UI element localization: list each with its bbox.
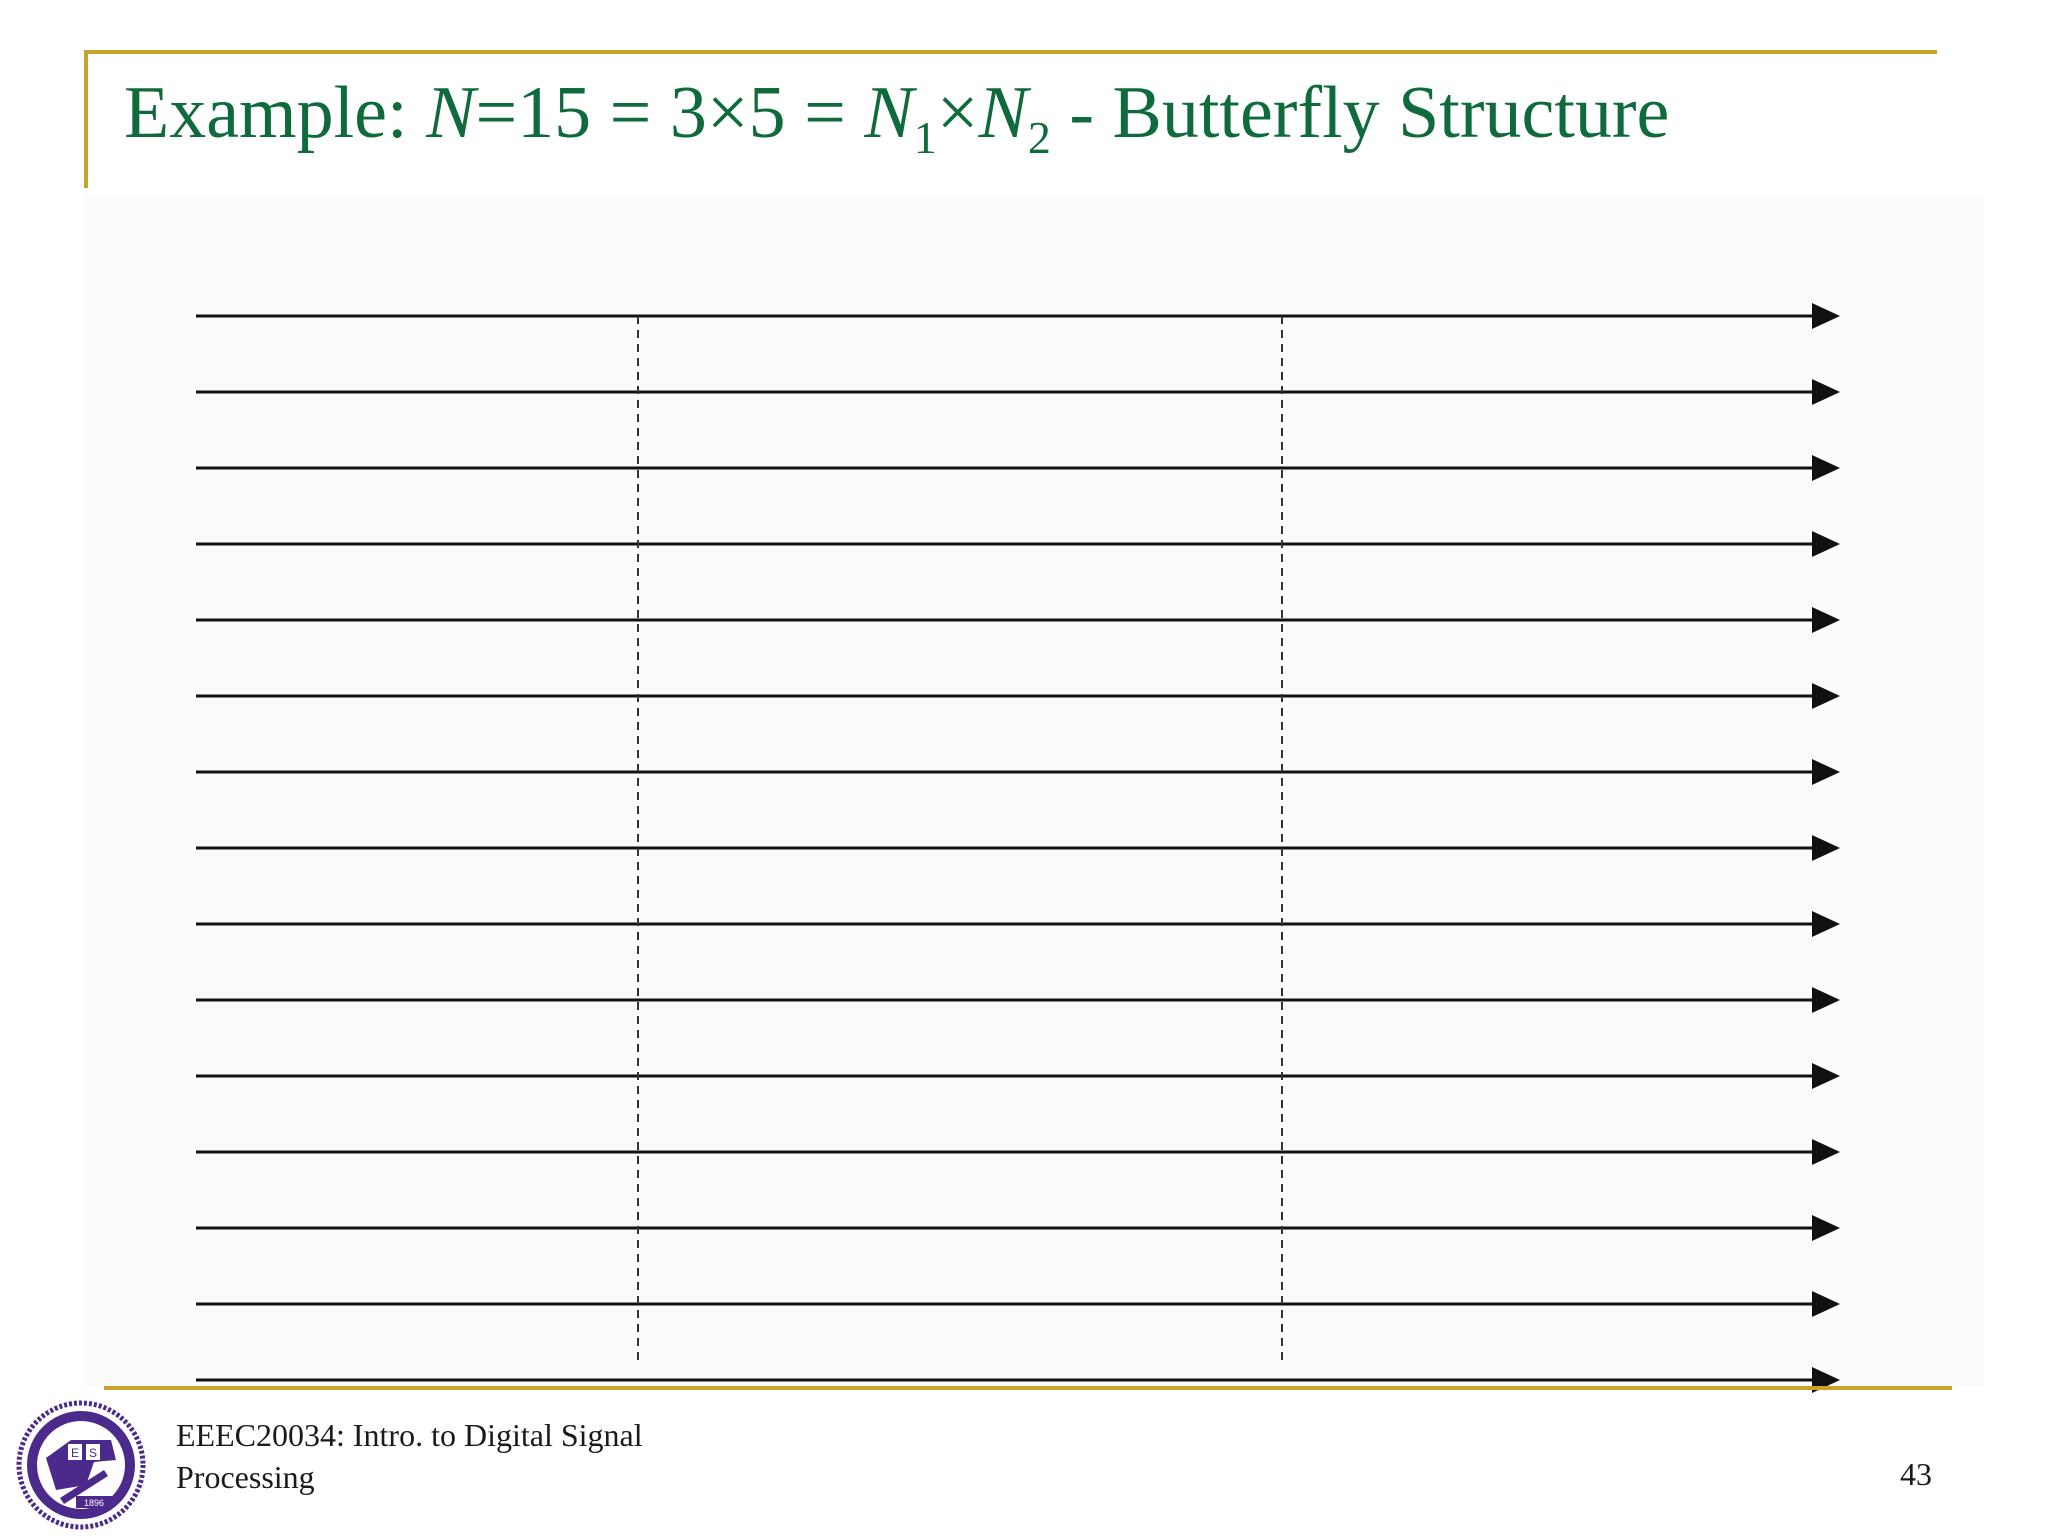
arrowhead-icon [1812,1215,1840,1241]
footer-course [176,1414,643,1498]
arrowhead-icon [1812,911,1840,937]
arrowhead-icon [1812,683,1840,709]
footer-rule [104,1386,1952,1390]
arrowhead-icon [1812,987,1840,1013]
footer-course-line1: EEEC20034: Intro. to Digital Signal [176,1417,643,1453]
arrowhead-icon [1812,1139,1840,1165]
title-n2-sub: 2 [1027,112,1051,163]
title-n-var: N [426,72,476,154]
title-n1-var: N [864,72,914,154]
arrowhead-icon [1812,531,1840,557]
title-suffix: - Butterfly Structure [1050,72,1670,154]
title-times: × [936,72,979,154]
arrowhead-icon [1812,607,1840,633]
logo-year: 1896 [83,1498,105,1508]
logo-text-s: S [88,1446,98,1460]
title-n1-sub: 1 [913,112,937,163]
footer-course-line2: Processing [176,1459,315,1495]
title-equation: =15 = 3×5 = [475,72,865,154]
arrowhead-icon [1812,1063,1840,1089]
arrowhead-icon [1812,379,1840,405]
logo-text-e: E [70,1446,80,1460]
page-number: 43 [1900,1456,1932,1492]
university-seal-icon [16,1400,146,1530]
arrowhead-icon [1812,303,1840,329]
title-n2-var: N [978,72,1028,154]
arrowhead-icon [1812,1291,1840,1317]
arrowhead-icon [1812,455,1840,481]
arrowhead-icon [1812,835,1840,861]
arrowhead-icon [1812,759,1840,785]
title-prefix: Example: [124,72,427,154]
